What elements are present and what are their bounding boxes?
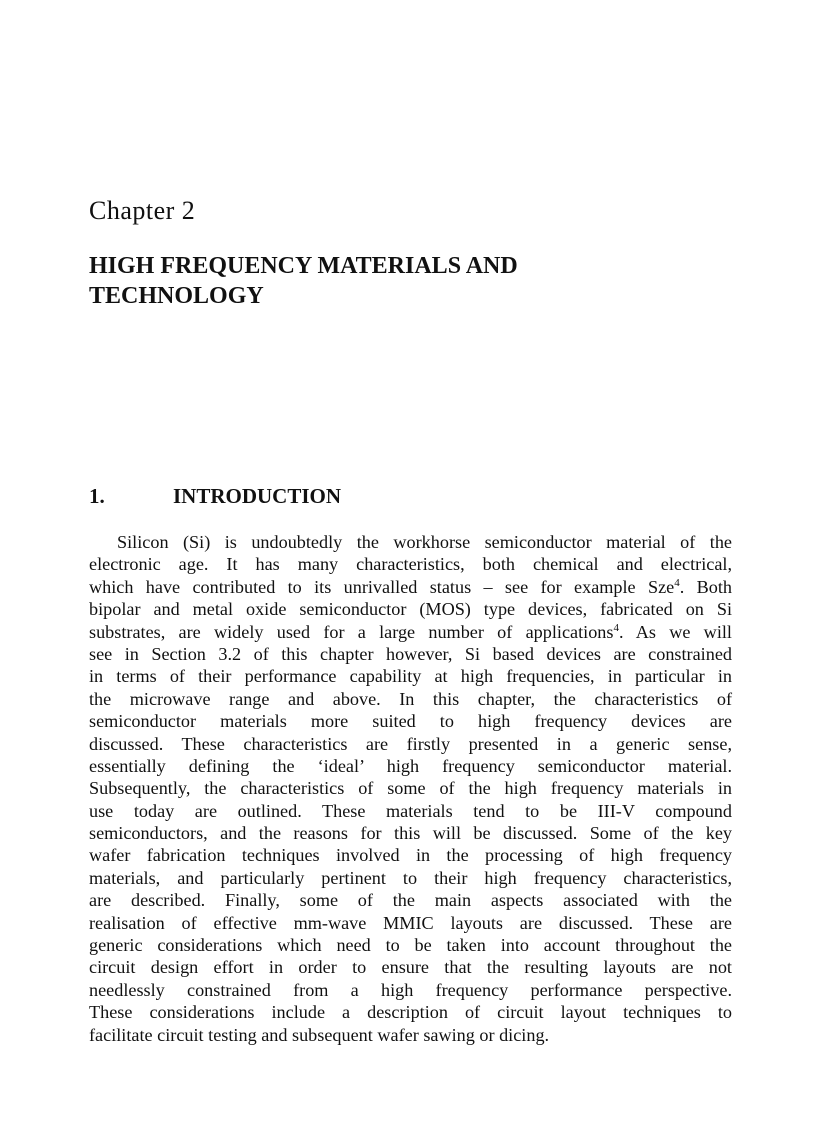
paragraph-line-tail: . Both xyxy=(679,576,732,597)
paragraph-line: generic considerations which need to be taken into account throughout the xyxy=(89,935,732,956)
citation-superscript: 4 xyxy=(674,576,680,589)
paragraph-line-text: substrates, are widely used for a large number of applications xyxy=(89,621,614,642)
paragraph-line: wafer fabrication techniques involved in the processing of high frequency xyxy=(89,845,732,866)
paragraph-line: see in Section 3.2 of this chapter however, Si based devices are constrained xyxy=(89,643,732,664)
section-heading xyxy=(89,484,341,509)
paragraph-line: materials, and particularly pertinent to their high frequency characteristics, xyxy=(89,867,732,888)
paragraph-line: needlessly constrained from a high frequency performance perspective. xyxy=(89,979,732,1000)
paragraph-line: semiconductor materials more suited to high frequency devices are xyxy=(89,711,732,732)
paragraph-line: discussed. These characteristics are firstly presented in a generic sense, xyxy=(89,733,732,754)
paragraph-line: realisation of effective mm-wave MMIC layouts are discussed. These are xyxy=(89,912,732,933)
paragraph-line-text: which have contributed to its unrivalled status – see for example Sze xyxy=(89,576,675,597)
section-title: INTRODUCTION xyxy=(173,484,342,508)
paragraph-line: essentially defining the ‘ideal’ high frequency semiconductor material. xyxy=(89,755,732,776)
intro-paragraph xyxy=(89,531,732,1046)
paragraph-line xyxy=(89,621,732,643)
paragraph-line: bipolar and metal oxide semiconductor (MOS) type devices, fabricated on Si xyxy=(89,599,732,620)
chapter-title-line-2: TECHNOLOGY xyxy=(89,283,264,309)
paragraph-line: facilitate circuit testing and subsequent wafer sawing or dicing. xyxy=(89,1024,550,1045)
paragraph-line: use today are outlined. These materials tend to be III-V compound xyxy=(89,800,732,821)
paragraph-line xyxy=(89,576,732,598)
paragraph-line: the microwave range and above. In this chapter, the characteristics of xyxy=(89,688,732,709)
paragraph-line: circuit design effort in order to ensure that the resulting layouts are not xyxy=(89,957,732,978)
chapter-title xyxy=(89,251,729,311)
paragraph-line: electronic age. It has many characteristics, both chemical and electrical, xyxy=(89,554,732,575)
paragraph-line: semiconductors, and the reasons for this will be discussed. Some of the key xyxy=(89,823,732,844)
paragraph-line: Subsequently, the characteristics of some of the high frequency materials in xyxy=(89,778,732,799)
chapter-title-line-1: HIGH FREQUENCY MATERIALS AND xyxy=(89,253,518,279)
paragraph-line-tail: . As we will xyxy=(618,621,732,642)
paragraph-line: are described. Finally, some of the main aspects associated with the xyxy=(89,890,732,911)
paragraph-line: These considerations include a description of circuit layout techniques to xyxy=(89,1002,732,1023)
chapter-label: Chapter 2 xyxy=(89,196,196,225)
paragraph-line: in terms of their performance capability at high frequencies, in particular in xyxy=(89,666,732,687)
paragraph-line: Silicon (Si) is undoubtedly the workhorse semiconductor material of the xyxy=(117,532,732,552)
citation-superscript: 4 xyxy=(613,621,619,634)
section-number: 1. xyxy=(89,484,105,508)
